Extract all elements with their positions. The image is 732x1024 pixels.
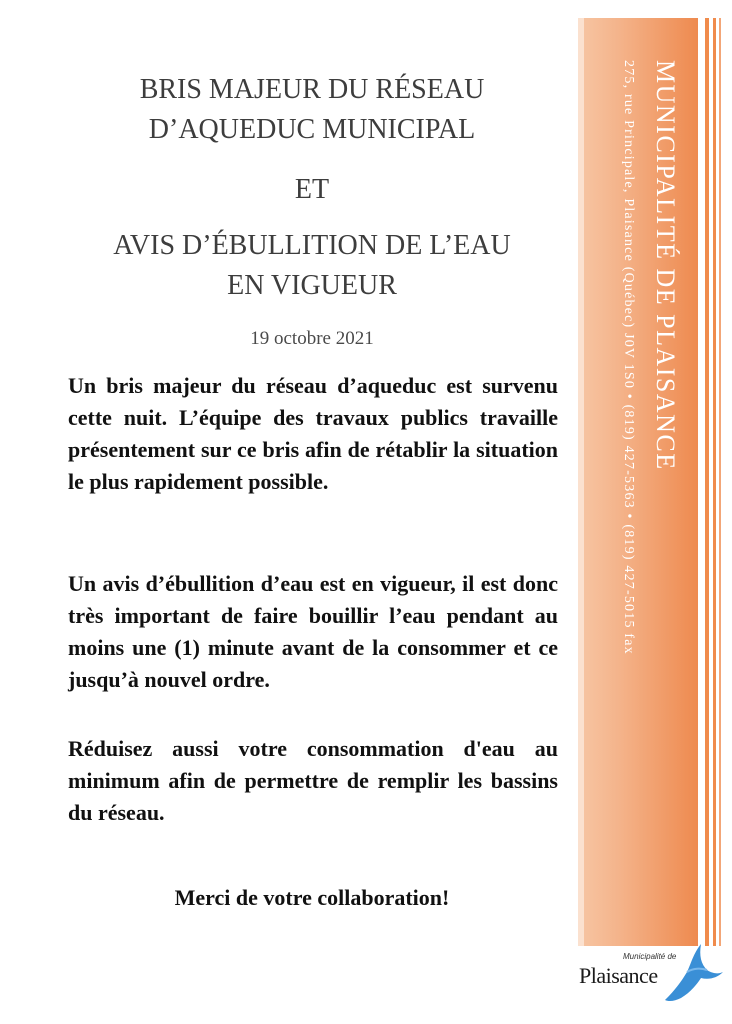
sidebar-stripe [705,18,709,946]
notice-date: 19 octobre 2021 [250,328,374,349]
notice-content [62,0,562,1024]
sidebar-stripe [713,18,716,946]
bird-icon [657,938,725,1006]
notice-title-line-2: D’AQUEDUC MUNICIPAL [148,114,476,145]
municipality-logo [575,938,725,1008]
logo-small-text: Municipalité de [623,952,677,961]
logo-wordmark: Plaisance [579,963,658,988]
municipality-name: MUNICIPALITÉ DE PLAISANCE [651,60,680,471]
paragraph-water-main-break: Un bris majeur du réseau d’aqueduc est survenu cette nuit. L’équipe des travaux publics travaille présentement sur ce bris afin de rétablir la situation le plus rapidement possible. [68,373,558,494]
thanks-message: Merci de votre collaboration! [174,885,450,910]
notice-title-line-4: EN VIGUEUR [227,270,397,301]
notice-title-line-3: AVIS D’ÉBULLITION DE L’EAU [113,230,511,261]
sidebar-stripe [719,18,721,946]
paragraph-reduce-consumption: Réduisez aussi votre consommation d'eau au minimum afin de permettre de remplir les bassins du réseau. [68,736,558,825]
notice-title-line-1: BRIS MAJEUR DU RÉSEAU [139,74,485,105]
notice-title-conjunction: ET [294,174,330,205]
sidebar-band [578,18,698,946]
paragraph-boil-water-advisory: Un avis d’ébullition d’eau est en vigueur, il est donc très important de faire bouillir l’eau pendant au moins une (1) minute avant de la consommer et ce jusqu’à nouvel ordre. [68,571,558,692]
municipality-address: 275, rue Principale, Plaisance (Québec) J0V 1S0 • (819) 427-5363 • (819) 427-5015 fax [621,60,636,655]
sidebar-band-edge [578,18,584,946]
